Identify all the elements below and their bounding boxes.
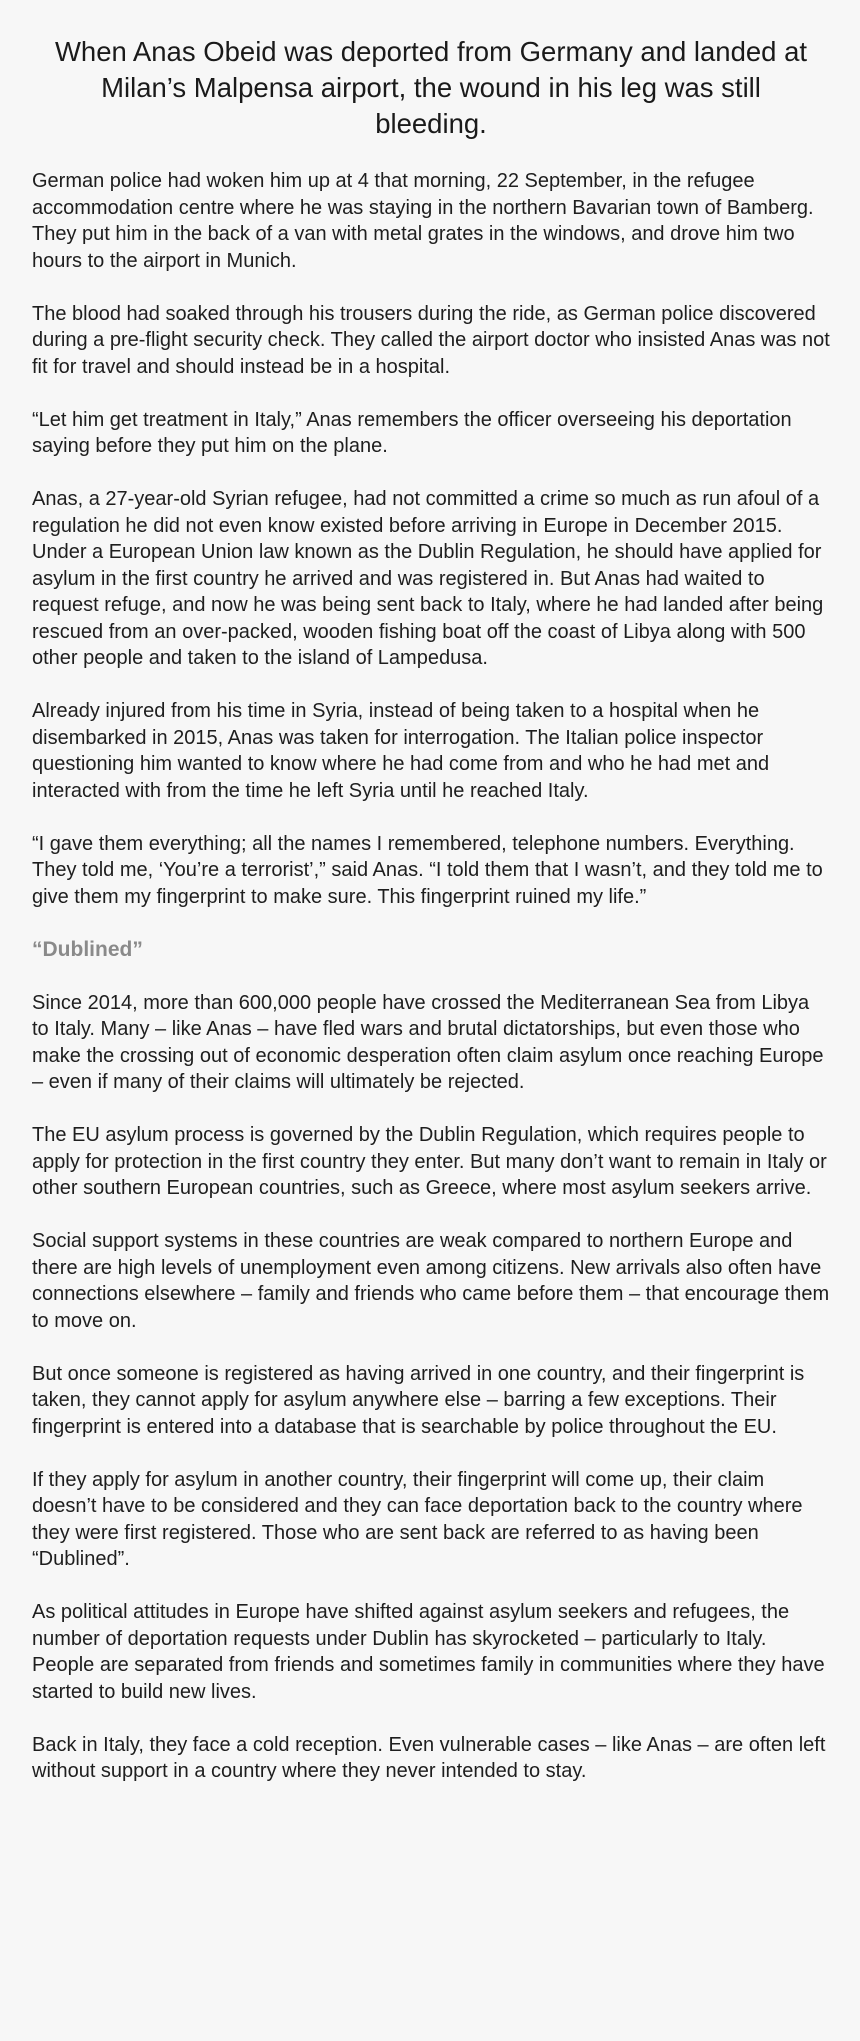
paragraph: Already injured from his time in Syria, instead of being taken to a hospital when he disembarked in 2015, Anas was taken for interrogation. The Italian police inspector questioning him wanted to know where he had come from and who he had met and interacted with from the time he left Syria until he reached Italy. — [32, 700, 770, 802]
paragraph: German police had woken him up at 4 that morning, 22 September, in the refugee accommodation centre where he was staying in the northern Bavarian town of Bamberg. They put him in the back of a van with metal grates in the windows, and drove him two hours to the airport in Munich. — [32, 170, 814, 272]
paragraph: As political attitudes in Europe have shifted against asylum seekers and refugees, the number of deportation requests under Dublin has skyrocketed – particularly to Italy. People are separated from friends and sometimes family in communities where they have started to build new lives. — [32, 1601, 825, 1703]
paragraph: The blood had soaked through his trousers during the ride, as German police discovered during a pre-flight security check. They called the airport doctor who insisted Anas was not fit for travel and should instead be in a hospital. — [32, 302, 830, 378]
paragraph: But once someone is registered as having arrived in one country, and their fingerprint is taken, they cannot apply for asylum anywhere else – barring a few exceptions. Their fingerprint is entered into a database that is searchable by police throughout the EU. — [32, 1362, 805, 1438]
paragraph: Social support systems in these countries are weak compared to northern Europe and there are high levels of unemployment even among citizens. New arrivals also often have connections elsewhere – family and friends who came before them – that encourage them to move on. — [32, 1230, 830, 1332]
paragraph: Back in Italy, they face a cold reception. Even vulnerable cases – like Anas – are often left without support in a country where they never intended to stay. — [32, 1733, 826, 1782]
paragraph: Anas, a 27-year-old Syrian refugee, had not committed a crime so much as run afoul of a regulation he did not even know existed before arriving in Europe in December 2015. Under a European Union law known as the Dublin Regulation, he should have applied for asylum in the first country he arrived and was registered in. But Anas had waited to request refuge, and now he was being sent back to Italy, where he had landed after being rescued from an over-packed, wooden fishing boat off the coast of Libya along with 500 other people and taken to the island of Lampedusa. — [32, 488, 824, 669]
article-headline: When Anas Obeid was deported from Germany and landed at Milan’s Malpensa airport, the wound in his leg was still bleeding. — [54, 36, 808, 139]
section-subheading: “Dublined” — [32, 937, 143, 961]
paragraph: “Let him get treatment in Italy,” Anas remembers the officer overseeing his deportation saying before they put him on the plane. — [32, 408, 792, 457]
paragraph: The EU asylum process is governed by the Dublin Regulation, which requires people to apply for protection in the first country they enter. But many don’t want to remain in Italy or other southern European countries, such as Greece, where most asylum seekers arrive. — [32, 1124, 827, 1199]
paragraph: If they apply for asylum in another country, their fingerprint will come up, their claim doesn’t have to be considered and they can face deportation back to the country where they were first registered. Those who are sent back are referred to as having been “Dublined”. — [32, 1468, 803, 1570]
paragraph: Since 2014, more than 600,000 people have crossed the Mediterranean Sea from Libya to Italy. Many – like Anas – have fled wars and brutal dictatorships, but even those who make the crossing out of economic desperation often claim asylum once reaching Europe – even if many of their claims will ultimately be rejected. — [32, 991, 824, 1093]
paragraph: “I gave them everything; all the names I remembered, telephone numbers. Everything. They told me, ‘You’re a terrorist’,” said Anas. “I told them that I wasn’t, and they told me to give them my fingerprint to make sure. This fingerprint ruined my life.” — [32, 832, 823, 908]
